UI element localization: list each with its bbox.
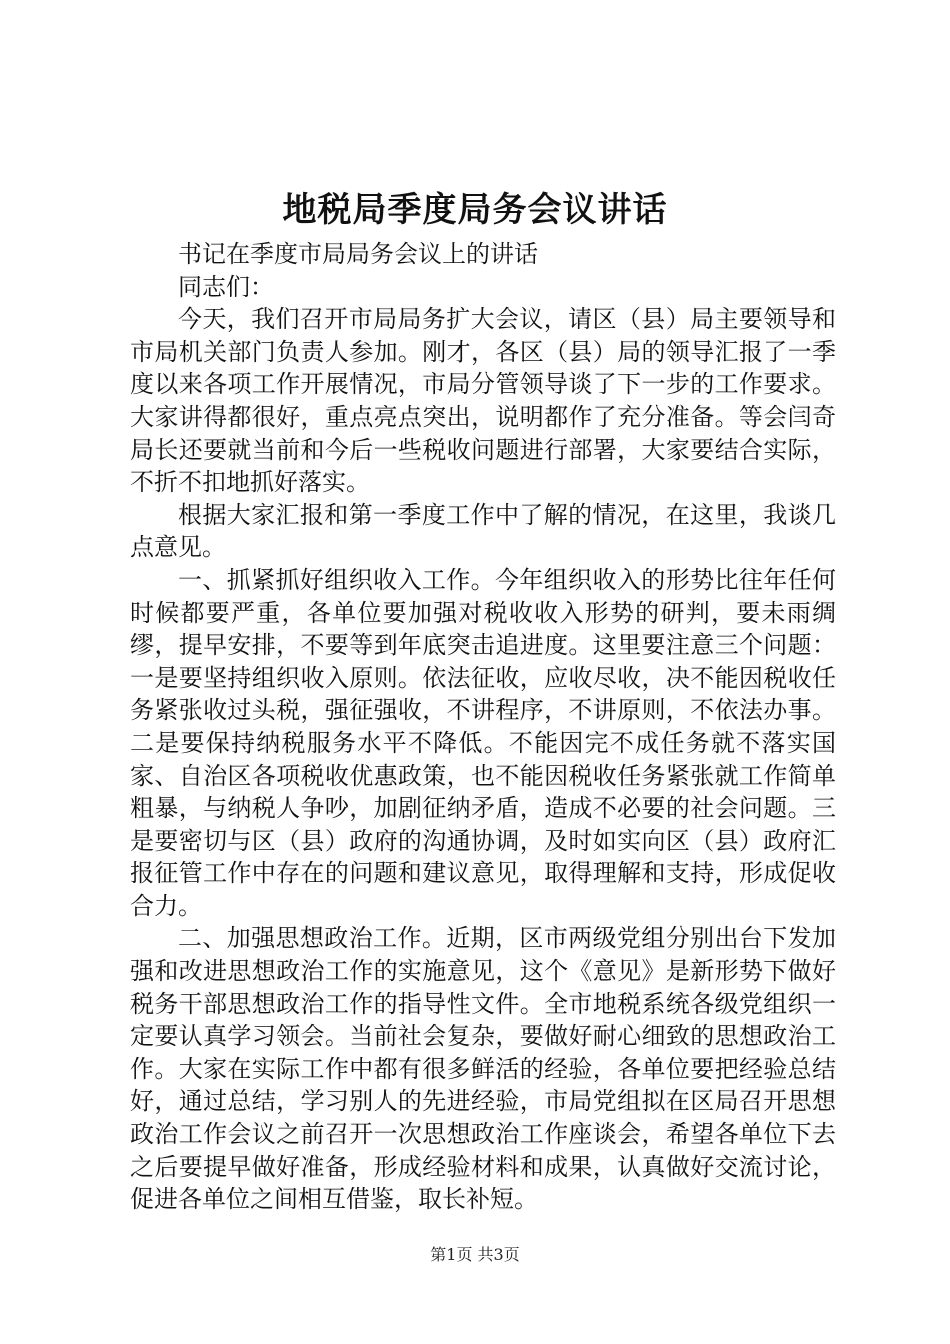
document-title: 地税局季度局务会议讲话 [282,190,668,230]
paragraph-point-two: 二、加强思想政治工作。近期，区市两级党组分别出台下发加强和改进思想政治工作的实施意见，这个《意见》是新形势下做好税务干部思想政治工作的指导性文件。全市地税系统各级党组织一定要认真学习领会。当前社会复杂，要做好耐心细致的思想政治工作。大家在实际工作中都有很多鲜活的经验，各单位要把经验总结好，通过总结，学习别人的先进经验，市局党组拟在区局召开思想政治工作会议之前召开一次思想政治工作座谈会，希望各单位下去之后要提早做好准备，形成经验材料和成果，认真做好交流讨论，促进各单位之间相互借鉴，取长补短。 [130,924,836,1214]
paragraph-opening: 今天，我们召开市局局务扩大会议，请区（县）局主要领导和市局机关部门负责人参加。刚才，各区（县）局的领导汇报了一季度以来各项工作开展情况，市局分管领导谈了下一步的工作要求。大家讲得都很好，重点亮点突出，说明都作了充分准备。等会闫奇局长还要就当前和今后一些税收问题进行部署，大家要结合实际，不折不扣地抓好落实。 [130,305,836,497]
salutation: 同志们： [178,272,274,301]
paragraph-intro: 根据大家汇报和第一季度工作中了解的情况，在这里，我谈几点意见。 [130,500,836,562]
page-number-footer: 第1页 共3页 [430,1245,520,1264]
document-body [130,238,836,1216]
paragraph-point-one: 一、抓紧抓好组织收入工作。今年组织收入的形势比往年任何时候都要严重，各单位要加强对税收收入形势的研判，要未雨绸缪，提早安排，不要等到年底突击追进度。这里要注意三个问题：一是要坚持组织收入原则。依法征收，应收尽收，决不能因税收任务紧张收过头税，强征强收，不讲程序，不讲原则，不依法办事。二是要保持纳税服务水平不降低。不能因完不成任务就不落实国家、自治区各项税收优惠政策，也不能因税收任务紧张就工作简单粗暴，与纳税人争吵，加剧征纳矛盾，造成不必要的社会问题。三是要密切与区（县）政府的沟通协调，及时如实向区（县）政府汇报征管工作中存在的问题和建议意见，取得理解和支持，形成促收合力。 [130,565,836,920]
speech-subtitle: 书记在季度市局局务会议上的讲话 [178,240,538,268]
